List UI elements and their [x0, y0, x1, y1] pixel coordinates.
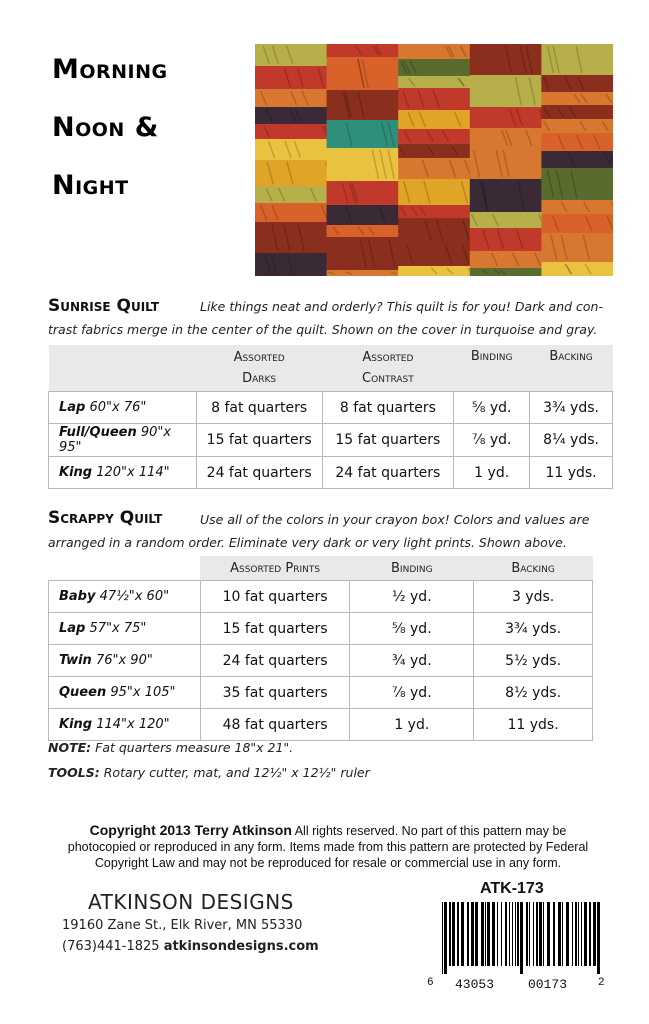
cell-binding: 1 yd.: [454, 457, 530, 489]
quilt-patch: [327, 225, 399, 237]
row-size-label: [49, 709, 201, 741]
cell-binding: ¾ yd.: [350, 645, 474, 677]
barcode-bar: [526, 902, 528, 966]
quilt-patch: [398, 158, 470, 179]
table-row: [49, 581, 593, 613]
barcode-digits-group1: 43053: [455, 977, 495, 992]
barcode-bar: [501, 902, 502, 966]
quilt-photo: [255, 44, 613, 276]
barcode-bar: [578, 902, 579, 966]
barcode-bar: [497, 902, 498, 966]
size-name: Lap: [59, 400, 86, 415]
header-backing: Backing: [549, 349, 593, 364]
size-dimensions: 57"x 75": [89, 621, 147, 636]
quilt-patch: [398, 205, 470, 218]
barcode-bar: [575, 902, 577, 966]
size-dimensions: 120"x 114": [96, 465, 170, 480]
size-name: Lap: [59, 621, 86, 636]
barcode-bar: [442, 902, 443, 974]
size-dimensions: 60"x 76": [89, 400, 147, 415]
cell-binding: ⅝ yd.: [350, 613, 474, 645]
size-dimensions: 95"x 105": [110, 685, 176, 700]
cell-binding: ½ yd.: [350, 581, 474, 613]
quilt-patch: [327, 205, 399, 225]
tools-line: TOOLS: Rotary cutter, mat, and 12½" x 12½" ruler: [48, 765, 370, 780]
barcode-digit-left: 6: [427, 977, 434, 989]
quilt-patch: [541, 105, 613, 119]
cell-backing: 3¾ yds.: [530, 392, 613, 424]
cell-contrast: 8 fat quarters: [322, 392, 454, 424]
header-assorted-contrast: Assorted Contrast: [362, 350, 414, 386]
cell-backing: 5½ yds.: [474, 645, 593, 677]
quilt-patch: [255, 222, 327, 253]
header-binding: Binding: [470, 349, 513, 364]
quilt-patch: [470, 212, 542, 228]
quilt-patch: [470, 228, 542, 251]
size-dimensions: 114"x 120": [96, 717, 170, 732]
barcode-digit-right: 2: [598, 977, 605, 989]
size-name: Twin: [59, 653, 92, 668]
sunrise-table: [48, 345, 613, 489]
table-row: [49, 709, 593, 741]
barcode-bar: [505, 902, 507, 966]
barcode-bar: [566, 902, 569, 966]
cell-contrast: 15 fat quarters: [322, 424, 454, 457]
barcode-bar: [593, 902, 596, 966]
barcode-bar: [444, 902, 447, 974]
quilt-patch: [398, 144, 470, 158]
barcode-bar: [520, 902, 523, 974]
sunrise-heading: Sunrise Quilt: [48, 296, 160, 316]
quilt-patch: [255, 160, 327, 186]
quilt-patch: [398, 243, 470, 266]
header-binding-scrappy: Binding: [391, 560, 433, 576]
barcode-bar: [481, 902, 484, 966]
scrappy-intro-2: arranged in a random order. Eliminate very dark or very light prints. Shown above.: [48, 535, 567, 550]
table-row: [49, 613, 593, 645]
cell-backing: 11 yds.: [474, 709, 593, 741]
barcode: [440, 902, 606, 974]
cell-backing: 3¾ yds.: [474, 613, 593, 645]
barcode-bar: [581, 902, 582, 966]
size-dimensions: 90"x 95": [59, 425, 172, 455]
title-line-2: Noon &: [52, 112, 159, 143]
row-size-label: [49, 392, 197, 424]
cell-darks: 15 fat quarters: [196, 424, 322, 457]
row-size-label: [49, 677, 201, 709]
barcode-bar: [492, 902, 495, 966]
barcode-bar: [533, 902, 534, 966]
cell-binding: ⅞ yd.: [350, 677, 474, 709]
quilt-patch: [541, 151, 613, 168]
cell-binding: ⅝ yd.: [454, 392, 530, 424]
copyright-block: Copyright 2013 Terry Atkinson All rights reserved. No part of this pattern may be photocopied or reproduced in any form. Items made from this pattern are protected by Federal Copyright Law and may not be reproduced for resale or commercial use in any form.: [67, 822, 589, 870]
barcode-bar: [452, 902, 455, 966]
header-assorted-prints: Assorted Prints: [230, 560, 321, 576]
size-name: King: [59, 465, 93, 480]
barcode-bar: [558, 902, 561, 966]
barcode-bar: [471, 902, 474, 966]
row-size-label: [49, 613, 201, 645]
barcode-bar: [584, 902, 587, 966]
barcode-bar: [512, 902, 513, 966]
barcode-bar: [562, 902, 563, 966]
cell-binding: ⅞ yd.: [454, 424, 530, 457]
cell-backing: 8¼ yds.: [530, 424, 613, 457]
scrappy-header-row: [49, 556, 593, 581]
quilt-patch: [327, 181, 399, 205]
barcode-bar: [547, 902, 550, 966]
quilt-patch: [541, 262, 613, 276]
sunrise-intro-2: trast fabrics merge in the center of the quilt. Shown on the cover in turquoise and gray.: [48, 322, 598, 337]
row-size-label: [49, 424, 197, 457]
cell-prints: 15 fat quarters: [200, 613, 350, 645]
quilt-patch: [470, 107, 542, 128]
cell-prints: 10 fat quarters: [200, 581, 350, 613]
barcode-bar: [475, 902, 478, 966]
barcode-bar: [449, 902, 451, 966]
row-size-label: [49, 645, 201, 677]
barcode-bar: [517, 902, 519, 966]
size-dimensions: 47½"x 60": [99, 589, 170, 604]
barcode-bar: [539, 902, 542, 966]
size-dimensions: 76"x 90": [95, 653, 153, 668]
quilt-patch: [398, 44, 470, 59]
barcode-bar: [589, 902, 591, 966]
quilt-patch: [255, 66, 327, 89]
company-name: ATKINSON DESIGNS: [88, 890, 294, 914]
header-assorted-darks: Assorted Darks: [233, 350, 285, 386]
quilt-patch: [541, 75, 613, 92]
cell-darks: 8 fat quarters: [196, 392, 322, 424]
quilt-patch: [398, 218, 470, 243]
note-line: NOTE: Fat quarters measure 18"x 21".: [48, 740, 294, 755]
scrappy-table: [48, 556, 593, 741]
table-row: [49, 392, 613, 424]
size-name: Queen: [59, 685, 107, 700]
quilt-patch: [470, 179, 542, 212]
cell-backing: 8½ yds.: [474, 677, 593, 709]
cell-prints: 48 fat quarters: [200, 709, 350, 741]
cell-binding: 1 yd.: [350, 709, 474, 741]
barcode-bar: [572, 902, 573, 966]
quilt-patch: [470, 75, 542, 107]
cell-darks: 24 fat quarters: [196, 457, 322, 489]
cell-backing: 3 yds.: [474, 581, 593, 613]
size-name: Baby: [59, 589, 96, 604]
barcode-bar: [529, 902, 530, 966]
quilt-patch: [470, 251, 542, 268]
size-name: Full/Queen: [59, 425, 137, 440]
sunrise-header-row: [49, 345, 613, 392]
title-line-1: Morning: [52, 54, 168, 85]
barcode-bar: [515, 902, 516, 966]
quilt-patch: [541, 200, 613, 214]
quilt-patch: [398, 129, 470, 144]
quilt-patch: [327, 148, 399, 181]
barcode-bar: [467, 902, 469, 966]
title-line-3: Night: [52, 170, 129, 201]
barcode-bar: [487, 902, 490, 966]
sunrise-intro-1: Like things neat and orderly? This quilt is for you! Dark and con-: [200, 299, 603, 314]
scrappy-intro-1: Use all of the colors in your crayon box! Colors and values are: [200, 512, 590, 527]
barcode-bar: [457, 902, 459, 966]
cell-prints: 35 fat quarters: [200, 677, 350, 709]
table-row: [49, 457, 613, 489]
barcode-bar: [509, 902, 510, 966]
barcode-bar: [597, 902, 600, 974]
row-size-label: [49, 457, 197, 489]
cell-contrast: 24 fat quarters: [322, 457, 454, 489]
barcode-bar: [553, 902, 555, 966]
quilt-patch: [470, 268, 542, 276]
size-name: King: [59, 717, 93, 732]
sku-label: ATK-173: [480, 880, 544, 897]
quilt-patch: [541, 214, 613, 233]
barcode-bar: [461, 902, 464, 966]
barcode-bar: [543, 902, 544, 966]
company-contact: (763)441-1825 atkinsondesigns.com: [62, 939, 319, 954]
quilt-patch: [327, 90, 399, 120]
row-size-label: [49, 581, 201, 613]
table-row: [49, 677, 593, 709]
barcode-bar: [485, 902, 486, 966]
header-backing-scrappy: Backing: [511, 560, 555, 576]
scrappy-heading: Scrappy Quilt: [48, 508, 163, 528]
table-row: [49, 645, 593, 677]
cell-backing: 11 yds.: [530, 457, 613, 489]
table-row: [49, 424, 613, 457]
company-address: 19160 Zane St., Elk River, MN 55330: [62, 918, 303, 933]
quilt-patch: [327, 270, 399, 276]
barcode-bar: [536, 902, 538, 966]
barcode-digits-group2: 00173: [528, 977, 568, 992]
quilt-patch: [327, 44, 399, 57]
quilt-patch: [541, 168, 613, 200]
cell-prints: 24 fat quarters: [200, 645, 350, 677]
